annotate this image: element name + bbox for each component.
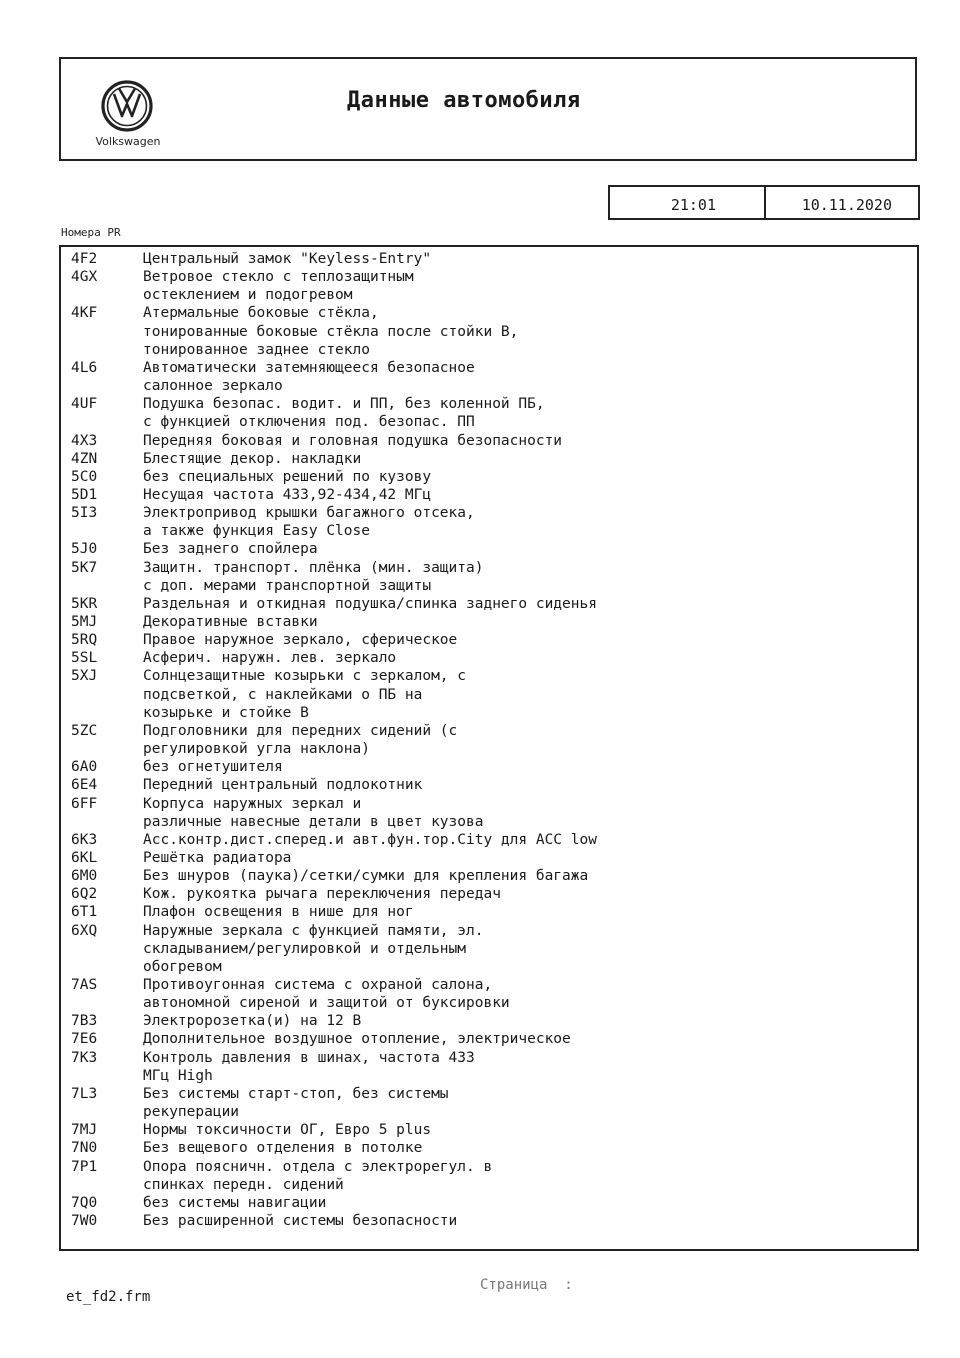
pr-description-line: Блестящие декор. накладки bbox=[143, 450, 362, 467]
pr-description-line: Передний центральный подлокотник bbox=[143, 777, 423, 794]
pr-code: 5MJ bbox=[71, 614, 98, 630]
print-date: 10.11.2020 bbox=[801, 196, 892, 214]
pr-description-line: Защитн. транспорт. плёнка (мин. защита) bbox=[143, 559, 484, 576]
pr-code: 7P1 bbox=[71, 1158, 98, 1175]
pr-code: 6FF bbox=[71, 795, 98, 812]
pr-description-line: регулировкой угла наклона) bbox=[143, 741, 370, 758]
pr-description-line: тонированное заднее стекло bbox=[143, 341, 370, 358]
pr-numbers-label: Номера PR bbox=[61, 226, 121, 239]
pr-description-line: складыванием/регулировкой и отдельным bbox=[143, 940, 467, 957]
pr-code: 5C0 bbox=[71, 468, 98, 485]
pr-description-line: без системы навигации bbox=[143, 1194, 327, 1211]
pr-code: 6KL bbox=[71, 849, 98, 866]
page-label: Страница : bbox=[480, 1277, 573, 1293]
pr-description-line: с доп. мерами транспортной защиты bbox=[143, 577, 432, 594]
pr-description-line: Правое наружное зеркало, сферическое bbox=[143, 632, 458, 649]
pr-code: 5XJ bbox=[71, 668, 98, 685]
pr-code: 7N0 bbox=[71, 1140, 98, 1157]
pr-description-line: Без заднего спойлера bbox=[143, 541, 318, 558]
pr-description-line: Атермальные боковые стёкла, bbox=[143, 305, 379, 322]
datetime-box bbox=[608, 185, 920, 220]
pr-description-line: Наружные зеркала с функцией памяти, эл. bbox=[143, 922, 484, 939]
pr-code: 6K3 bbox=[71, 831, 98, 848]
page-title: Данные автомобиля bbox=[347, 88, 581, 113]
print-time: 21:01 bbox=[610, 187, 766, 218]
pr-code: 7E6 bbox=[71, 1031, 98, 1048]
pr-description-line: Подушка безопас. водит. и ПП, без коленной ПБ, bbox=[143, 396, 545, 413]
pr-description-line: остеклением и подогревом bbox=[143, 287, 353, 304]
pr-code: 5J0 bbox=[71, 541, 98, 558]
pr-description-line: Центральный замок "Keyless-Entry" bbox=[143, 251, 432, 267]
pr-description-line: салонное зеркало bbox=[143, 378, 283, 395]
pr-code: 5RQ bbox=[71, 632, 98, 649]
pr-description-line: Подголовники для передних сидений (с bbox=[143, 722, 458, 739]
volkswagen-logo-icon bbox=[101, 80, 153, 132]
pr-code: 6XQ bbox=[71, 922, 98, 939]
pr-code: 4GX bbox=[71, 269, 98, 286]
pr-description-line: Ветровое стекло с теплозащитным bbox=[143, 269, 414, 286]
pr-code: 7AS bbox=[71, 977, 98, 993]
pr-description-line: без специальных решений по кузову bbox=[143, 468, 432, 485]
pr-code: 4UF bbox=[71, 396, 98, 413]
pr-description-line: тонированные боковые стёкла после стойки B, bbox=[143, 323, 519, 340]
pr-description-line: различные навесные детали в цвет кузова bbox=[143, 813, 484, 830]
pr-code: 7B3 bbox=[71, 1013, 98, 1030]
pr-code: 7W0 bbox=[71, 1212, 98, 1229]
pr-code: 7Q0 bbox=[71, 1194, 98, 1211]
pr-description-line: Плафон освещения в нише для ног bbox=[143, 904, 414, 921]
pr-description-line: Корпуса наружных зеркал и bbox=[143, 795, 362, 812]
pr-description-line: Без вещевого отделения в потолке bbox=[143, 1140, 423, 1157]
pr-description-line: Без шнуров (паука)/сетки/сумки для крепления багажа bbox=[143, 868, 589, 885]
pr-code: 5K7 bbox=[71, 559, 98, 576]
pr-description-line: с функцией отключения под. безопас. ПП bbox=[143, 414, 475, 431]
pr-description-line: а также функция Easy Close bbox=[143, 523, 370, 540]
pr-description-line: Решётка радиатора bbox=[143, 849, 292, 866]
pr-description-line: обогревом bbox=[143, 958, 222, 975]
pr-description-line: Без системы старт-стоп, без системы bbox=[143, 1085, 449, 1102]
pr-description-line: Передняя боковая и головная подушка безопасности bbox=[143, 432, 563, 449]
pr-code: 5I3 bbox=[71, 505, 98, 522]
pr-code: 7MJ bbox=[71, 1122, 98, 1139]
pr-code: 5KR bbox=[71, 595, 98, 612]
pr-code: 4L6 bbox=[71, 359, 98, 376]
pr-description-line: без огнетушителя bbox=[143, 759, 283, 776]
pr-code: 5D1 bbox=[71, 486, 98, 503]
pr-description-line: Асс.контр.дист.сперед.и авт.фун.тор.City для ACC low bbox=[143, 831, 597, 848]
pr-description-line: Раздельная и откидная подушка/спинка заднего сиденья bbox=[143, 595, 597, 612]
pr-code: 6T1 bbox=[71, 904, 98, 921]
pr-code: 4X3 bbox=[71, 432, 98, 449]
pr-description-line: Без расширенной системы безопасности bbox=[143, 1212, 458, 1229]
pr-description-line: козырьке и стойке B bbox=[143, 704, 309, 721]
pr-description-line: автономной сиреной и защитой от буксировки bbox=[143, 995, 510, 1012]
pr-code: 6Q2 bbox=[71, 886, 98, 903]
pr-description-line: спинках передн. сидений bbox=[143, 1176, 344, 1193]
pr-description-line: Электророзетка(и) на 12 В bbox=[143, 1013, 362, 1030]
pr-description-line: Асферич. наружн. лев. зеркало bbox=[143, 650, 397, 667]
pr-description-line: Нормы токсичности ОГ, Евро 5 plus bbox=[143, 1122, 432, 1139]
pr-description-line: МГц High bbox=[143, 1067, 213, 1084]
pr-description-line: Солнцезащитные козырьки с зеркалом, с bbox=[143, 668, 467, 685]
form-file-name: et_fd2.frm bbox=[66, 1289, 151, 1305]
brand-name: Volkswagen bbox=[95, 135, 161, 148]
pr-code: 6M0 bbox=[71, 868, 98, 885]
pr-code: 6A0 bbox=[71, 759, 98, 776]
pr-code: 5SL bbox=[71, 650, 98, 667]
pr-description-line: Дополнительное воздушное отопление, электрическое bbox=[143, 1031, 571, 1048]
pr-description-line: Опора поясничн. отдела с электрорегул. в bbox=[143, 1158, 493, 1175]
pr-description-line: Кож. рукоятка рычага переключения передач bbox=[143, 886, 501, 903]
pr-code: 7K3 bbox=[71, 1049, 98, 1066]
pr-code: 4ZN bbox=[71, 450, 98, 467]
pr-description-line: Декоративные вставки bbox=[143, 614, 318, 630]
pr-code: 5ZC bbox=[71, 722, 98, 739]
pr-description-line: рекуперации bbox=[143, 1104, 240, 1121]
pr-code: 4KF bbox=[71, 305, 98, 322]
pr-code: 7L3 bbox=[71, 1085, 98, 1102]
pr-description-line: Несущая частота 433,92-434,42 МГц bbox=[143, 486, 432, 503]
pr-code: 4F2 bbox=[71, 251, 98, 267]
pr-code: 6E4 bbox=[71, 777, 98, 794]
pr-description-line: Автоматически затемняющееся безопасное bbox=[143, 359, 475, 376]
pr-description-line: Электропривод крышки багажного отсека, bbox=[143, 505, 475, 522]
pr-description-line: подсветкой, с наклейками о ПБ на bbox=[143, 686, 423, 703]
pr-description-line: Контроль давления в шинах, частота 433 bbox=[143, 1049, 475, 1066]
pr-description-line: Противоугонная система с охраной салона, bbox=[143, 977, 493, 993]
